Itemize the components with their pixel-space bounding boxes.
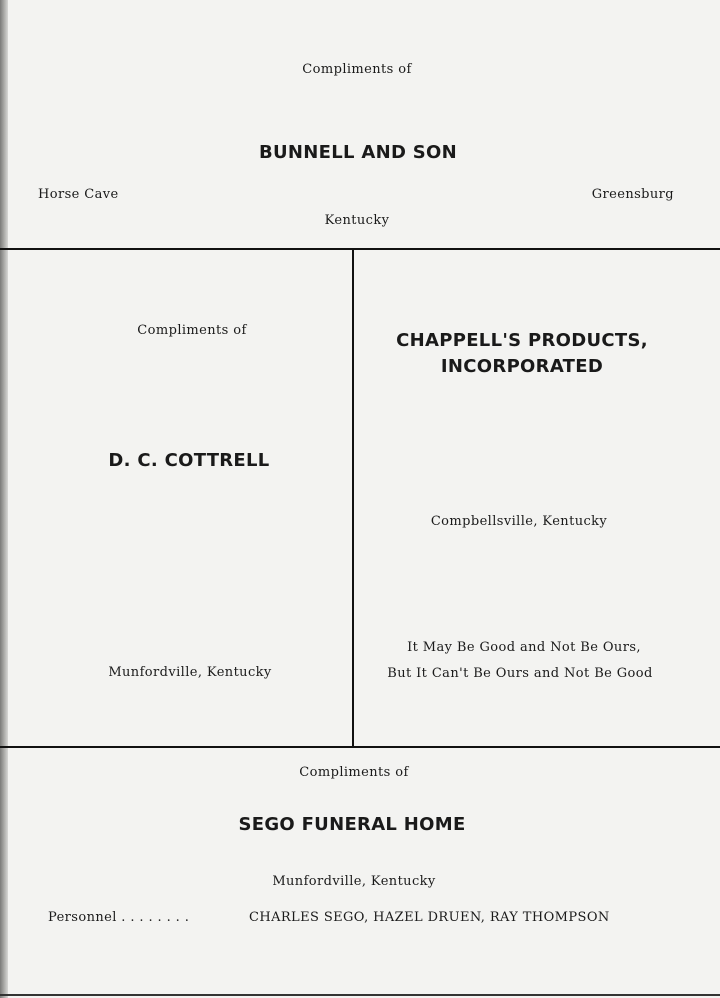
bunnell-compliments: Compliments of (302, 62, 412, 77)
chappell-name-line2: INCORPORATED (440, 356, 604, 377)
sego-compliments: Compliments of (299, 765, 409, 780)
cottrell-name: D. C. COTTRELL (108, 450, 270, 471)
bunnell-state: Kentucky (324, 213, 390, 228)
cottrell-compliments: Compliments of (137, 323, 247, 338)
bunnell-right-town: Greensburg (591, 187, 674, 202)
chappell-name-line1: CHAPPELL'S PRODUCTS, (396, 330, 648, 351)
sego-personnel-label: Personnel . . . . . . . . (48, 910, 190, 925)
chappell-slogan-line2: But It Can't Be Ours and Not Be Good (387, 666, 653, 681)
sego-name: SEGO FUNERAL HOME (238, 814, 466, 835)
divider-vertical (352, 250, 354, 748)
sego-location: Munfordville, Kentucky (272, 874, 436, 889)
divider-page-bottom (0, 994, 720, 996)
sego-personnel-names: CHARLES SEGO, HAZEL DRUEN, RAY THOMPSON (249, 910, 610, 925)
chappell-slogan-line1: It May Be Good and Not Be Ours, (407, 640, 641, 655)
bunnell-left-town: Horse Cave (38, 187, 119, 202)
bunnell-name: BUNNELL AND SON (259, 142, 457, 163)
divider-top (0, 248, 720, 250)
divider-bottom (0, 746, 720, 748)
cottrell-location: Munfordville, Kentucky (108, 665, 272, 680)
chappell-location: Compbellsville, Kentucky (430, 514, 608, 529)
page-spine-shadow (0, 0, 8, 998)
